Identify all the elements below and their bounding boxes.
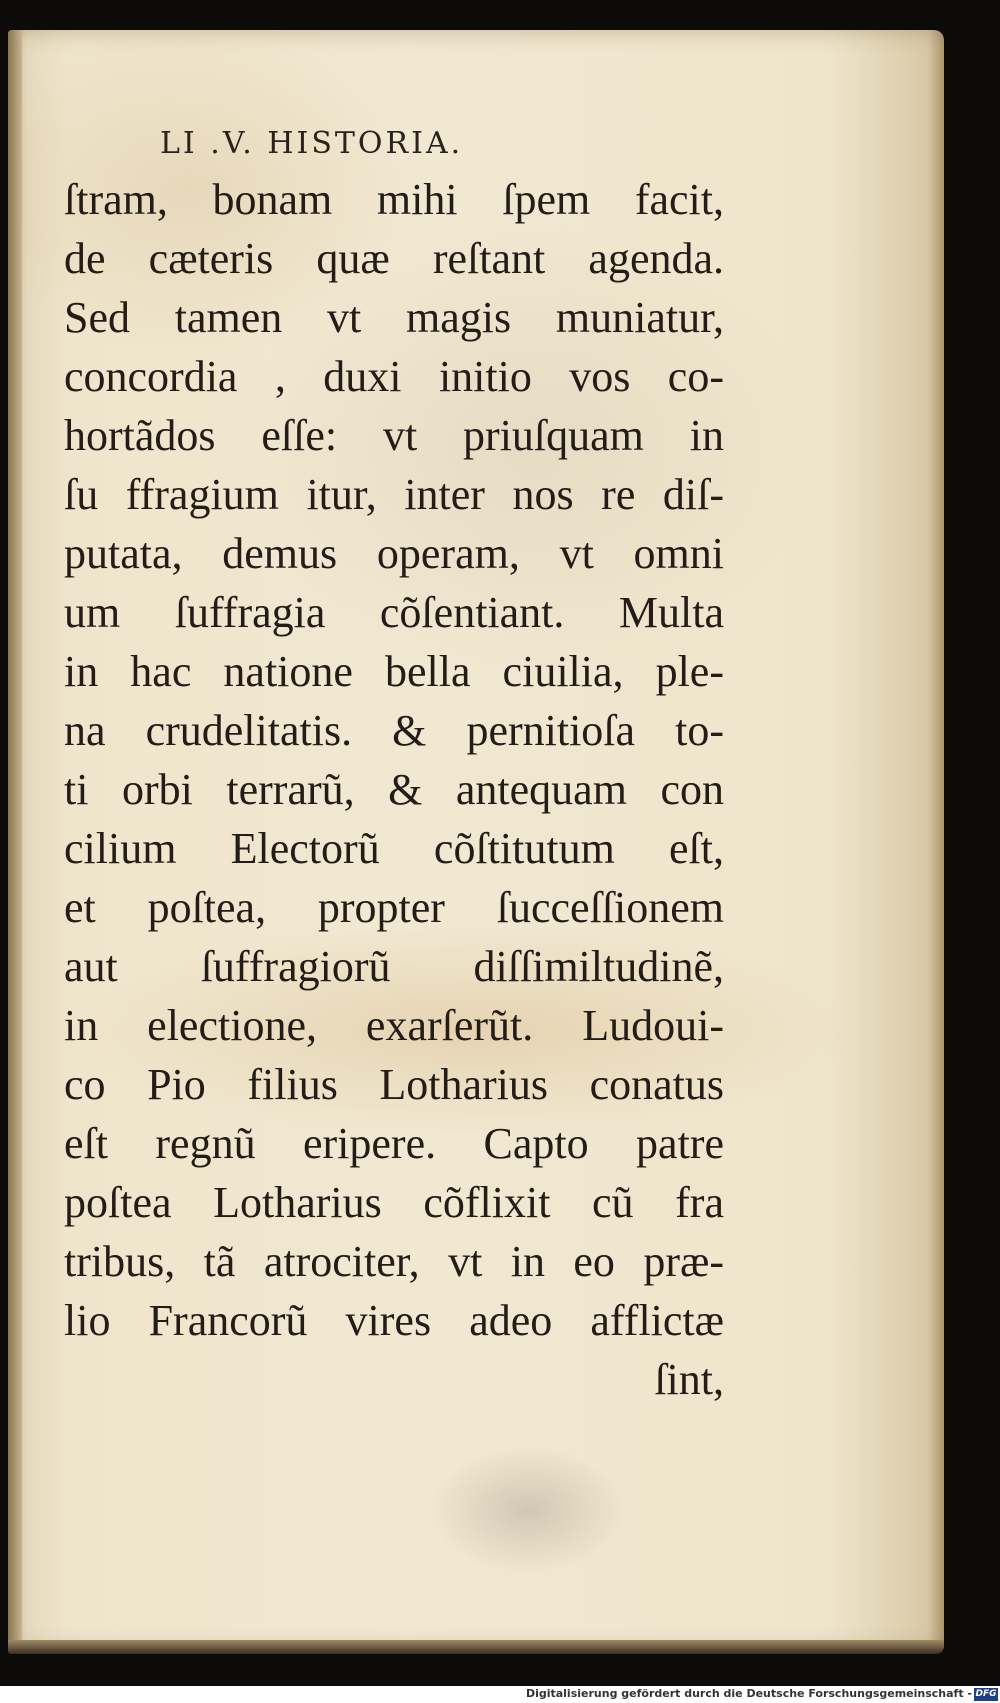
text-line: aut ſuffragiorũ diſſimiltudinẽ, [64,942,724,991]
text-line: ti orbi terrarũ, & antequam con [64,765,724,814]
text-line: Sed tamen vt magis muniatur, [64,293,724,342]
text-line: concordia , duxi initio vos co- [64,352,724,401]
catchword: ſint, [654,1355,724,1404]
text-line: de cæteris quæ reſtant agenda. [64,234,724,283]
text-line: um ſuffragia cõſentiant. Multa [64,588,724,637]
text-line: poſtea Lotharius cõflixit cũ fra [64,1178,724,1227]
text-line: ſtram, bonam mihi ſpem facit, [64,175,724,224]
page-binding-edge [8,30,22,1650]
paper-page [8,30,944,1650]
text-line: in electione, exarſerũt. Ludoui- [64,1001,724,1050]
text-line: et poſtea, propter ſucceſſionem [64,883,724,932]
text-line: eſt regnũ eripere. Capto patre [64,1119,724,1168]
text-line: tribus, tã atrociter, vt in eo præ- [64,1237,724,1286]
page-bottom-edge [8,1640,944,1654]
text-line: lio Francorũ vires adeo afflictæ [64,1296,724,1345]
digitization-credit: Digitalisierung gefördert durch die Deutsche Forschungsgemeinschaft - [525,1687,972,1700]
text-line: putata, demus operam, vt omni [64,529,724,578]
text-line: in hac natione bella ciuilia, ple- [64,647,724,696]
text-line: co Pio filius Lotharius conatus [64,1060,724,1109]
text-line: na crudelitatis. & pernitioſa to- [64,706,724,755]
text-line: hortãdos eſſe: vt priuſquam in [64,411,724,460]
text-line: cilium Electorũ cõſtitutum eſt, [64,824,724,873]
dfg-logo-icon: DFG [975,1689,997,1699]
body-text [64,170,724,1409]
running-head: LI .V. HISTORIA. [160,126,464,161]
text-line: ſu ffragium itur, inter nos re diſ- [64,470,724,519]
